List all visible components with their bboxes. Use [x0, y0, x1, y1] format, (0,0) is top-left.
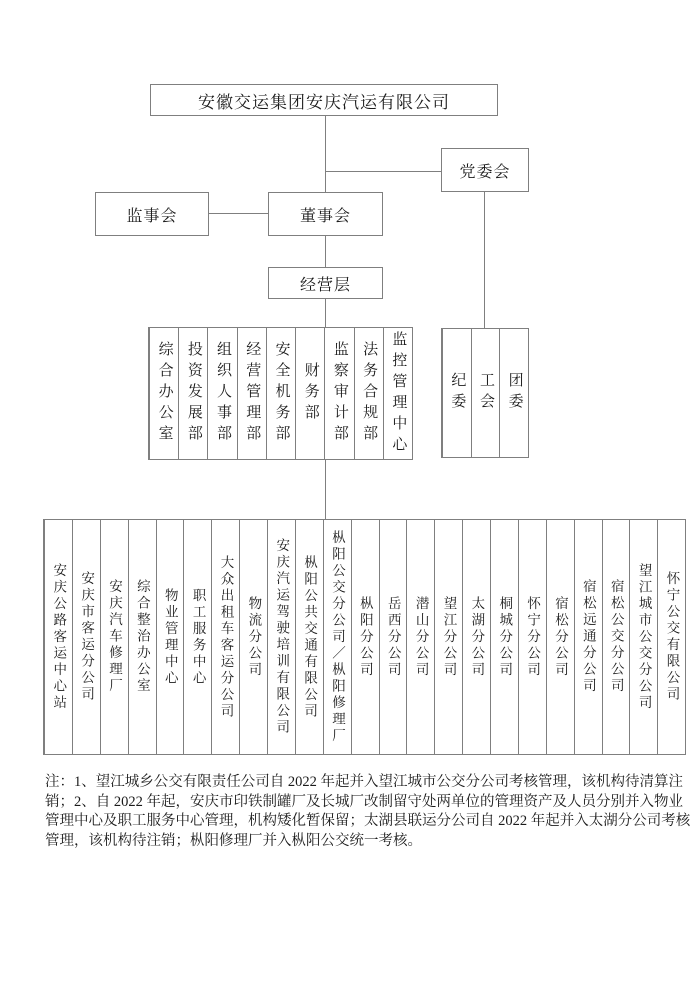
connector-board-to-management-line — [325, 236, 326, 267]
supervisory-board-label: 监事会 — [126, 207, 178, 225]
department-cell — [324, 328, 353, 459]
party-committee-box — [441, 148, 529, 192]
department-cell — [354, 328, 383, 459]
department-cell — [383, 328, 412, 459]
department-cell — [237, 328, 266, 459]
company-root-label: 安徽交运集团安庆汽运有限公司 — [198, 92, 450, 112]
department-label: 监察审计部 — [331, 341, 348, 446]
subsidiary-label: 物流分公司 — [246, 595, 262, 679]
company-root-box — [150, 84, 498, 116]
footnote-line: 注：1、望江城乡公交有限责任公司自 2022 年起并入望江城市公交分公司考核管理，该机构待清算注 — [45, 774, 683, 790]
subsidiary-label: 安庆汽车修理厂 — [106, 579, 122, 695]
department-cell — [149, 328, 178, 459]
department-label: 综合办公室 — [156, 341, 173, 446]
subsidiary-label: 宿松公交分公司 — [608, 579, 624, 695]
department-cell — [266, 328, 295, 459]
party-organization-label: 纪委 — [449, 372, 466, 414]
subsidiary-cell — [72, 520, 100, 754]
subsidiary-cell — [462, 520, 490, 754]
subsidiary-label: 潜山分公司 — [413, 595, 429, 679]
department-label: 监控管理中心 — [390, 330, 407, 457]
subsidiary-cell — [211, 520, 239, 754]
subsidiary-cell — [44, 520, 72, 754]
board-of-directors-label: 董事会 — [299, 207, 351, 225]
footnote-line: 销；2、自 2022 年起，安庆市印铁制罐厂及长城厂改制留守处两单位的管理资产及人员分别并入物业 — [45, 793, 683, 810]
subsidiary-label: 枞阳公共交通有限公司 — [302, 554, 318, 720]
subsidiary-label: 望江城市公交分公司 — [636, 562, 652, 712]
department-label: 法务合规部 — [361, 341, 378, 446]
subsidiary-label: 安庆公路客运中心站 — [51, 562, 67, 712]
subsidiary-cell — [267, 520, 295, 754]
subsidiary-label: 综合整治办公室 — [134, 579, 150, 695]
subsidiary-cell — [490, 520, 518, 754]
subsidiary-cell — [574, 520, 602, 754]
connector-root-to-board-line — [325, 116, 326, 192]
party-organization-label: 工会 — [478, 372, 494, 414]
department-label: 组织人事部 — [215, 341, 232, 446]
connector-party-to-orgs-line — [484, 192, 485, 328]
subsidiary-label: 枞阳分公司 — [357, 595, 373, 679]
party-organization-cell — [471, 329, 500, 457]
department-label: 经营管理部 — [244, 341, 261, 446]
management-label: 经营层 — [299, 276, 351, 294]
supervisory-board-box — [95, 192, 209, 236]
subsidiary-cell — [602, 520, 630, 754]
footnote-line: 管理中心及职工服务中心管理，机构矮化暂保留；太湖县联运分公司自 2022 年起并入太湖分公司考核 — [45, 813, 691, 830]
footnote-line: 管理，该机构待注销；枞阳修理厂并入枞阳公交统一考核。 — [45, 832, 422, 849]
party-organizations-group — [441, 328, 529, 458]
subsidiary-cell — [239, 520, 267, 754]
subsidiary-label: 大众出租车客运分公司 — [218, 554, 234, 720]
subsidiary-label: 岳西分公司 — [385, 595, 401, 679]
subsidiary-cell — [351, 520, 379, 754]
party-organization-label: 团委 — [506, 372, 523, 414]
subsidiary-cell — [657, 520, 685, 754]
subsidiary-label: 宿松分公司 — [552, 595, 568, 679]
subsidiary-label: 安庆汽运驾驶培训有限公司 — [274, 538, 290, 736]
subsidiary-label: 望江分公司 — [441, 595, 457, 679]
party-organization-cell — [499, 329, 528, 457]
department-cell — [207, 328, 236, 459]
subsidiary-cell — [518, 520, 546, 754]
party-committee-label: 党委会 — [459, 163, 511, 181]
subsidiary-cell — [406, 520, 434, 754]
subsidiary-cell — [379, 520, 407, 754]
subsidiary-cell — [546, 520, 574, 754]
connector-supervisory-board-line — [209, 213, 268, 214]
subsidiary-label: 桐城分公司 — [497, 595, 513, 679]
subsidiary-label: 怀宁分公司 — [525, 595, 541, 679]
management-box — [268, 267, 383, 299]
subsidiary-label: 职工服务中心 — [190, 587, 206, 687]
subsidiary-cell — [434, 520, 462, 754]
footnote — [45, 773, 691, 851]
subsidiary-cell — [156, 520, 184, 754]
subsidiary-label: 怀宁公交有限公司 — [664, 571, 680, 703]
subsidiary-cell — [100, 520, 128, 754]
subsidiary-label: 物业管理中心 — [162, 587, 178, 687]
department-label: 财务部 — [302, 362, 319, 425]
subsidiary-cell — [128, 520, 156, 754]
party-organization-cell — [442, 329, 471, 457]
subsidiary-label: 太湖分公司 — [469, 595, 485, 679]
department-label: 投资发展部 — [185, 341, 202, 446]
board-of-directors-box — [268, 192, 383, 236]
subsidiary-label: 安庆市客运分公司 — [79, 571, 95, 703]
department-cell — [295, 328, 324, 459]
subsidiary-label: 枞阳公交分公司／枞阳修理厂 — [329, 529, 345, 745]
subsidiaries-group — [43, 519, 686, 755]
connector-to-party-committee-line — [325, 171, 441, 172]
subsidiary-cell — [295, 520, 323, 754]
department-label: 安全机务部 — [273, 341, 290, 446]
subsidiary-cell — [183, 520, 211, 754]
subsidiary-cell — [323, 520, 351, 754]
subsidiary-label: 宿松远通分公司 — [580, 579, 596, 695]
department-cell — [178, 328, 207, 459]
departments-group — [148, 327, 413, 460]
subsidiary-cell — [629, 520, 657, 754]
